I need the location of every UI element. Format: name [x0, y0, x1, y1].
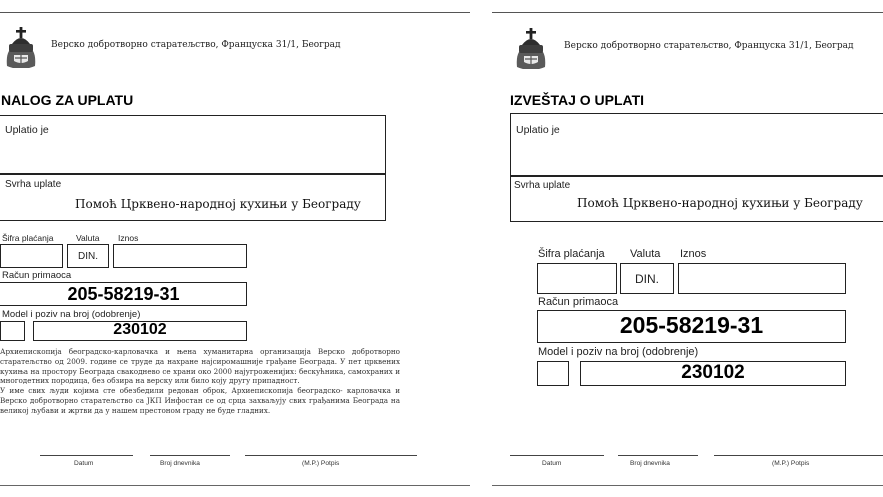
reference-number: 230102: [681, 362, 745, 383]
form-title: IZVEŠTAJ O UPLATI: [510, 92, 645, 108]
currency-field: DIN.: [67, 244, 109, 268]
date-label: Datum: [542, 460, 562, 467]
payer-field[interactable]: [510, 113, 883, 176]
organization-address: Верско добротворно старатељство, Француска 31/1, Београд: [564, 41, 854, 51]
form-title: NALOG ZA UPLATU: [1, 92, 134, 108]
model-field[interactable]: [0, 321, 25, 341]
note-paragraph-1: Архиепископија београдско-карловачка и њена хуманитарна организација Верско добротворно старатељство од 2009. године се труде да нахране најсиромашније грађане Београда. У пет црквених кухиња на простору Београда свакоднево се храни око 2000 најугроженијих: бескућника, самохраних и многодетних породица, без обзира на верску или било коју другу припадност.: [0, 347, 400, 386]
payment-code-label: Šifra plaćanja: [538, 248, 605, 260]
payer-label: Uplatio je: [5, 124, 49, 136]
stamp-signature-label: (M.P.) Potpis: [772, 460, 810, 467]
signature-line: [245, 455, 417, 456]
journal-label: Broj dnevnika: [160, 460, 200, 467]
model-field[interactable]: [537, 361, 569, 386]
reference-label: Model i poziv na broj (odobrenje): [2, 309, 141, 320]
journal-label: Broj dnevnika: [630, 460, 670, 467]
journal-line: [618, 455, 698, 456]
account-number: 205-58219-31: [67, 284, 180, 304]
amount-label: Iznos: [680, 248, 707, 260]
reference-number: 230102: [113, 321, 167, 338]
amount-field[interactable]: [678, 263, 846, 294]
note-paragraph-2: У име свих људи којима сте обезбедили редован оброк, Архиепископија београдско- карловачка и Верско добротворно старатељство са ЈКП Инфостан се од срца захваљују свих грађанима Београда на великој љубави и жртви да у нашем престоном граду не буде гладних.: [0, 386, 400, 415]
account-label: Račun primaoca: [2, 270, 72, 281]
date-line: [510, 455, 604, 456]
church-emblem-icon: [3, 26, 39, 68]
amount-label: Iznos: [118, 233, 139, 243]
organization-address: Верско добротворно старатељство, Француска 31/1, Београд: [51, 40, 341, 50]
stamp-signature-label: (M.P.) Potpis: [302, 460, 340, 467]
amount-field[interactable]: [113, 244, 247, 268]
church-emblem-icon: [513, 27, 549, 69]
reference-label: Model i poziv na broj (odobrenje): [538, 346, 699, 358]
donation-note: [0, 347, 400, 416]
account-label: Račun primaoca: [538, 296, 619, 308]
purpose-value: Помоћ Црквено-народној кухињи у Београду: [75, 197, 361, 211]
signature-line: [714, 455, 883, 456]
date-line: [40, 455, 133, 456]
purpose-label: Svrha uplate: [5, 179, 62, 190]
date-label: Datum: [74, 460, 94, 467]
purpose-label: Svrha uplate: [514, 180, 571, 191]
payment-code-field[interactable]: [0, 244, 63, 268]
payment-code-field[interactable]: [537, 263, 617, 294]
payer-label: Uplatio je: [516, 124, 560, 136]
payment-code-label: Šifra plaćanja: [2, 233, 54, 243]
currency-field: DIN.: [620, 263, 674, 294]
journal-line: [150, 455, 230, 456]
purpose-value: Помоћ Црквено-народној кухињи у Београду: [577, 196, 863, 210]
payment-report-form: [500, 0, 883, 497]
currency-label: Valuta: [630, 248, 661, 260]
account-number: 205-58219-31: [619, 312, 764, 338]
payer-field[interactable]: [0, 115, 386, 174]
currency-label: Valuta: [76, 233, 100, 243]
